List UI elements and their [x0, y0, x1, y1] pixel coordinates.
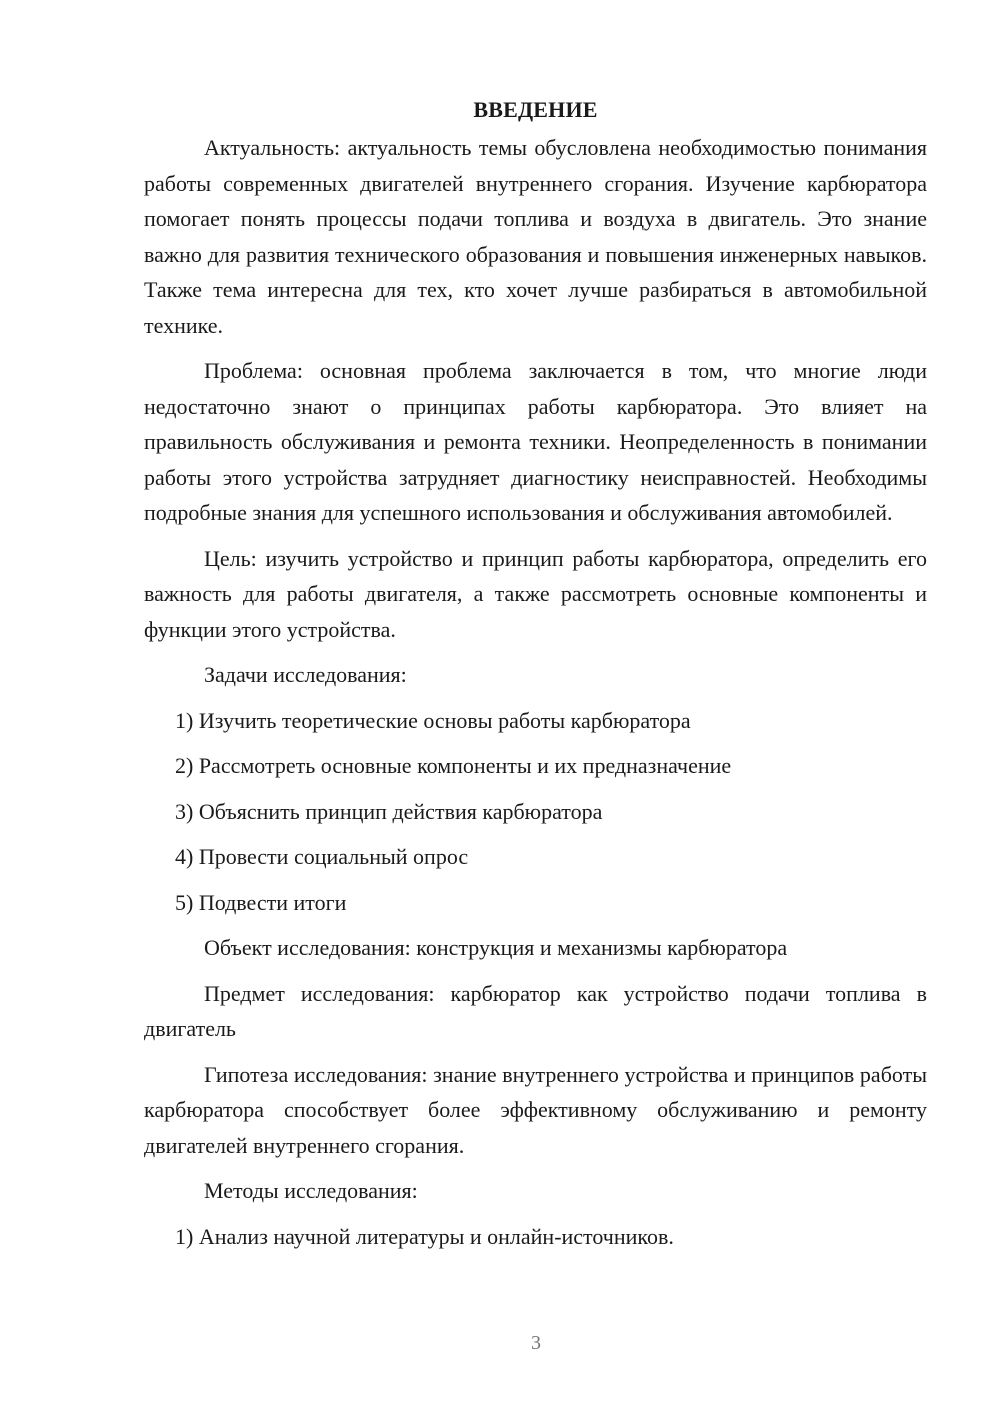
page-number: 3 [531, 1332, 541, 1354]
document-page [144, 92, 927, 1264]
method-item-1: 1) Анализ научной литературы и онлайн-источников. [175, 1223, 674, 1249]
object-line: Объект исследования: конструкция и механизмы карбюратора [204, 935, 788, 960]
task-item-1: 1) Изучить теоретические основы работы карбюратора [175, 707, 691, 733]
task-item-4: 4) Провести социальный опрос [175, 844, 469, 869]
methods-heading: Методы исследования: [204, 1178, 418, 1203]
relevance-paragraph: Актуальность: актуальность темы обусловлена необходимостью понимания работы современных двигателей внутреннего сгорания. Изучение карбюратора помогает понять процессы подачи топлива и воздуха в двигатель. Это знание важно для развития технического образования и повышения инженерных навыков. Также тема интересна для тех, кто хочет лучше разбираться в автомобильной технике. [144, 135, 927, 338]
problem-paragraph: Проблема: основная проблема заключается в том, что многие люди недостаточно знают о принципах работы карбюратора. Это влияет на правильность обслуживания и ремонта техники. Неопределенность в понимании работы этого устройства затрудняет диагностику неисправностей. Необходимы подробные знания для успешного использования и обслуживания автомобилей. [144, 358, 927, 525]
task-item-5: 5) Подвести итоги [175, 889, 347, 915]
tasks-heading: Задачи исследования: [204, 662, 407, 687]
goal-paragraph: Цель: изучить устройство и принцип работы карбюратора, определить его важность для работы двигателя, а также рассмотреть основные компоненты и функции этого устройства. [144, 545, 927, 642]
hypothesis-paragraph: Гипотеза исследования: знание внутреннего устройства и принципов работы карбюратора способствует более эффективному обслуживанию и ремонту двигателей внутреннего сгорания. [144, 1061, 927, 1158]
task-item-3: 3) Объяснить принцип действия карбюратора [175, 798, 603, 824]
subject-paragraph: Предмет исследования: карбюратор как устройство подачи топлива в двигатель [144, 980, 927, 1041]
section-title: ВВЕДЕНИЕ [473, 97, 598, 122]
task-item-2: 2) Рассмотреть основные компоненты и их предназначение [175, 753, 732, 778]
